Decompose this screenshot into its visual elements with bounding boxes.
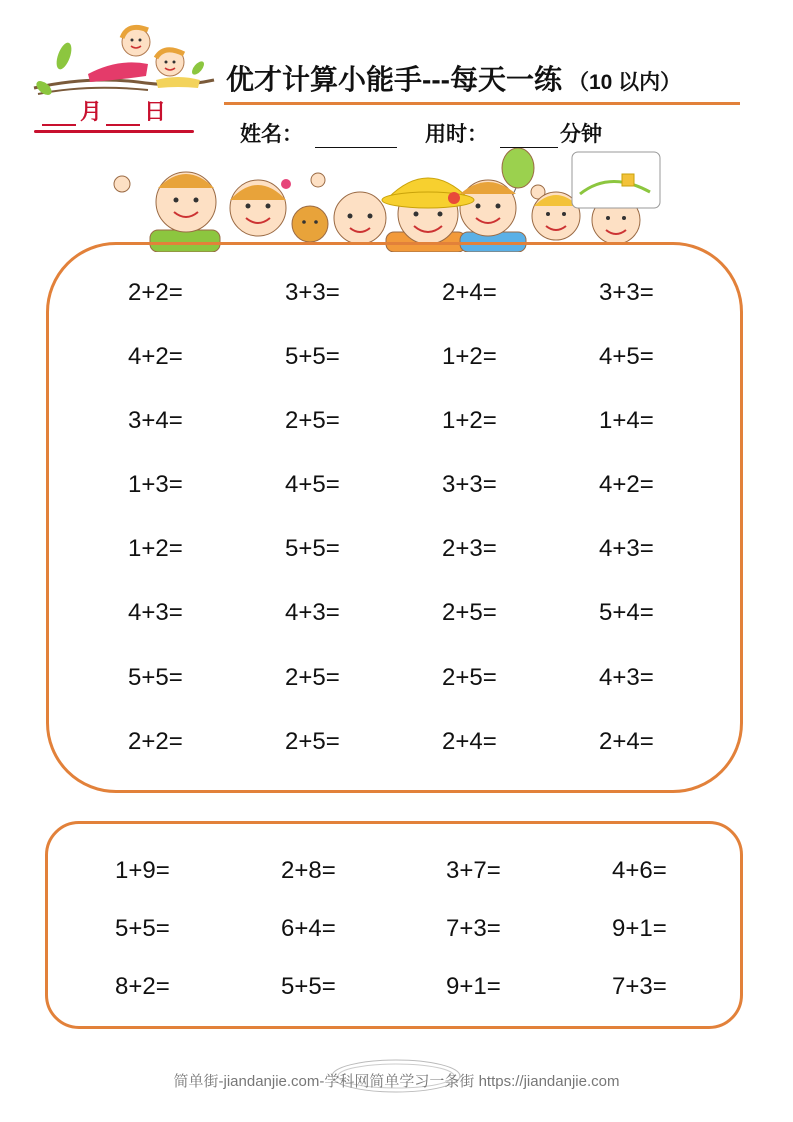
info-row	[240, 118, 602, 148]
problem: 5+4=	[599, 599, 654, 626]
problem: 4+6=	[612, 857, 667, 884]
name-field[interactable]	[315, 127, 397, 148]
problem: 4+5=	[285, 471, 340, 498]
problem: 2+5=	[442, 664, 497, 691]
page-title	[226, 58, 681, 98]
title-text: 优才计算小能手---每天一练	[226, 64, 562, 95]
problem: 3+3=	[285, 279, 340, 306]
problem: 2+2=	[128, 728, 183, 755]
problem: 2+5=	[442, 599, 497, 626]
day-label: 日	[144, 99, 167, 124]
problem: 2+4=	[442, 279, 497, 306]
problem: 2+8=	[281, 857, 336, 884]
range-note: （10 以内）	[567, 71, 682, 94]
problem: 4+3=	[285, 599, 340, 626]
problem: 2+4=	[599, 728, 654, 755]
time-unit: 分钟	[560, 123, 602, 146]
exercise-box-1	[46, 242, 743, 793]
name-label: 姓名：	[240, 123, 303, 146]
problem: 2+2=	[128, 279, 183, 306]
problem: 3+3=	[442, 471, 497, 498]
problem: 2+5=	[285, 407, 340, 434]
problem: 4+3=	[599, 535, 654, 562]
problem: 2+5=	[285, 664, 340, 691]
problem: 3+7=	[446, 857, 501, 884]
problem: 5+5=	[128, 664, 183, 691]
problem: 7+3=	[446, 915, 501, 942]
date-line	[40, 96, 190, 126]
time-field[interactable]	[500, 127, 558, 148]
month-label: 月	[80, 99, 103, 124]
problem: 3+4=	[128, 407, 183, 434]
problem: 7+3=	[612, 973, 667, 1000]
problem: 4+2=	[128, 343, 183, 370]
problem: 5+5=	[115, 915, 170, 942]
problem: 6+4=	[281, 915, 336, 942]
problem: 9+1=	[612, 915, 667, 942]
time-label: 用时：	[425, 123, 488, 146]
problem: 1+4=	[599, 407, 654, 434]
problem: 1+2=	[442, 343, 497, 370]
children-banner-icon	[110, 148, 680, 252]
problem: 1+3=	[128, 471, 183, 498]
title-divider	[224, 102, 740, 105]
problem: 1+2=	[442, 407, 497, 434]
problem: 9+1=	[446, 973, 501, 1000]
problem: 1+9=	[115, 857, 170, 884]
day-blank[interactable]	[106, 100, 140, 126]
problem: 2+5=	[285, 728, 340, 755]
problem: 5+5=	[281, 973, 336, 1000]
problem: 4+3=	[599, 664, 654, 691]
problem: 1+2=	[128, 535, 183, 562]
problem: 5+5=	[285, 535, 340, 562]
date-underline	[34, 130, 194, 133]
problem: 4+2=	[599, 471, 654, 498]
problem: 3+3=	[599, 279, 654, 306]
footer-text: 简单街-jiandanjie.com-学科网简单学习一条街 https://jiandanjie.com	[173, 1073, 620, 1090]
problem: 4+5=	[599, 343, 654, 370]
problem: 2+3=	[442, 535, 497, 562]
problem: 8+2=	[115, 973, 170, 1000]
month-blank[interactable]	[42, 100, 76, 126]
problem: 2+4=	[442, 728, 497, 755]
problem: 5+5=	[285, 343, 340, 370]
problem: 4+3=	[128, 599, 183, 626]
